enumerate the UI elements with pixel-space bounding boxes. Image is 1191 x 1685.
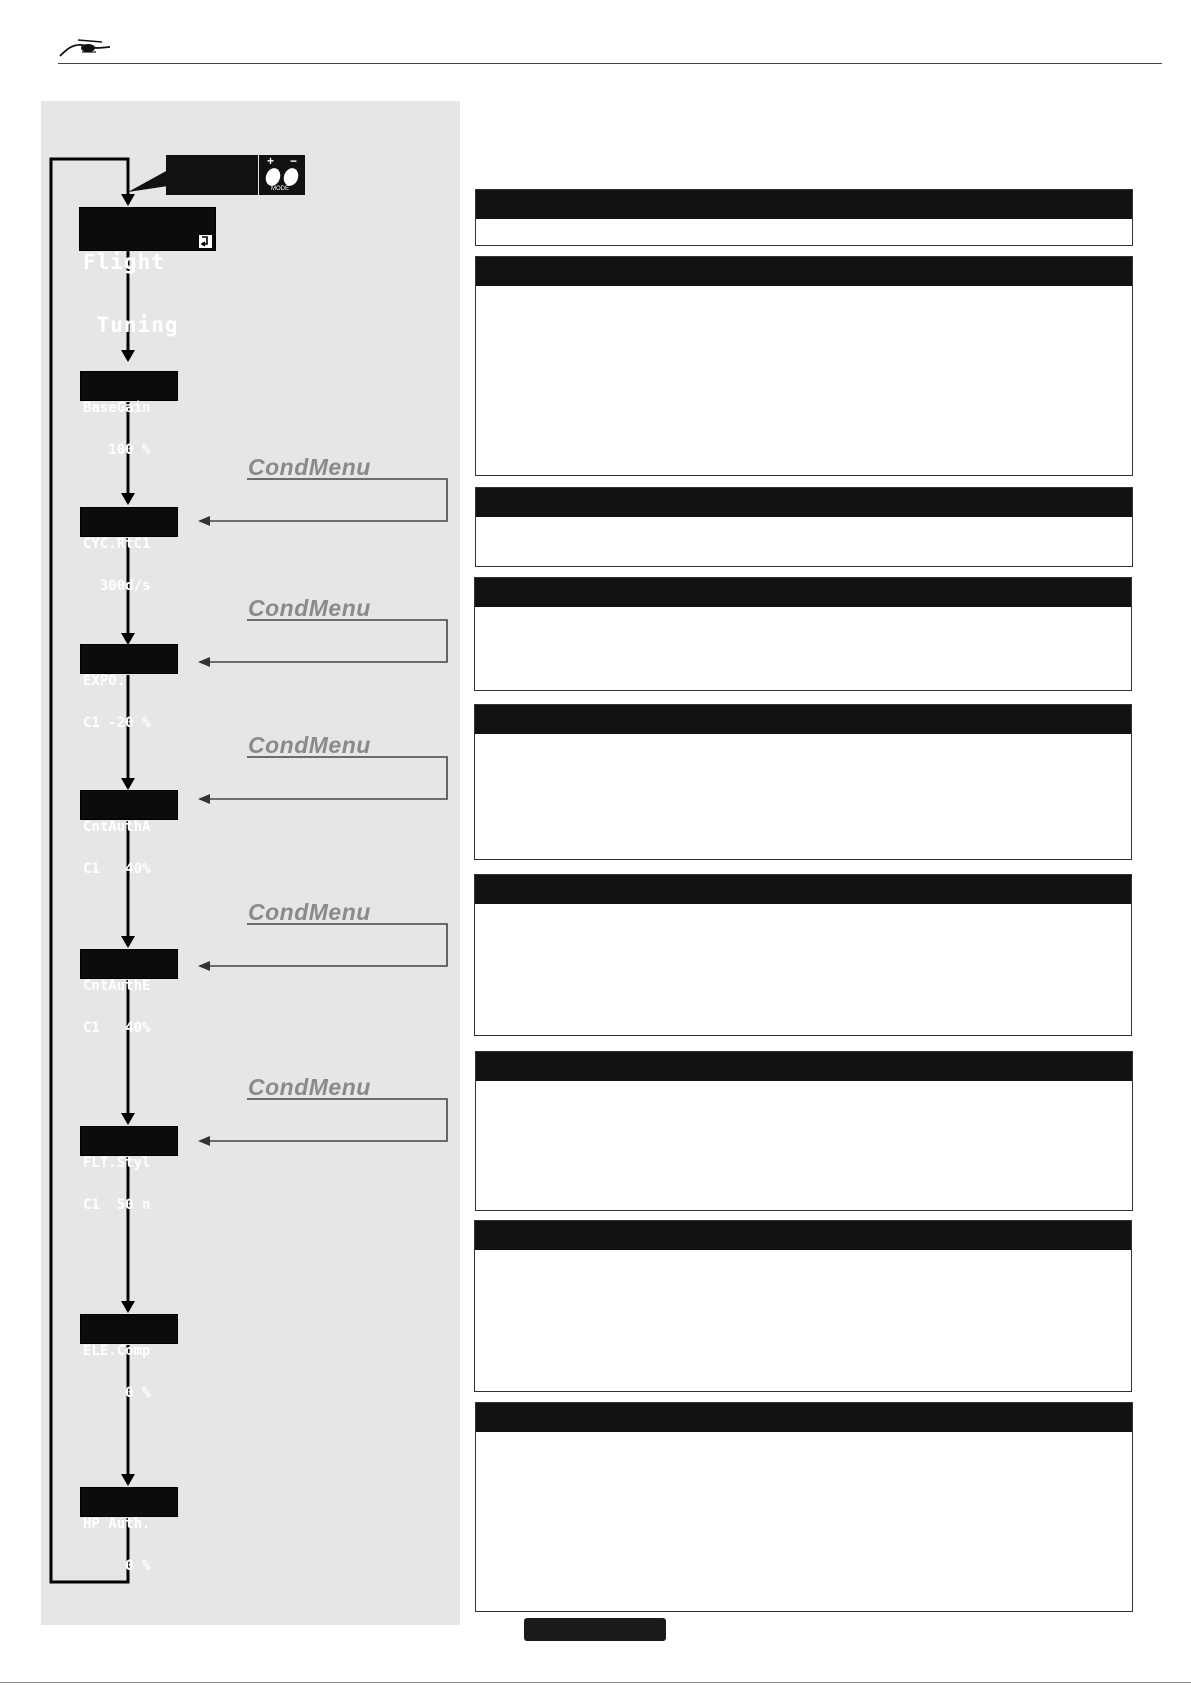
description-box: [474, 1220, 1132, 1392]
lcd-line-1: CntAuthE: [83, 978, 151, 994]
lcd-line-1: EXPO.: [83, 673, 126, 689]
lcd-line-2: C1 40%: [83, 1020, 151, 1036]
box-header: [476, 1052, 1132, 1081]
lcd-flight-tuning: [79, 207, 216, 337]
lcd-cnt-auth-a: [80, 790, 178, 877]
enter-icon: [199, 235, 212, 248]
box-header: [476, 488, 1132, 517]
lcd-line-1: ELE.Comp: [83, 1343, 151, 1359]
lcd-line-1: Flight: [83, 250, 165, 274]
cond-menu-label: CondMenu: [248, 454, 371, 480]
lcd-cyc-rate: [80, 507, 178, 594]
lcd-cnt-auth-e: [80, 949, 178, 1036]
description-box: [475, 487, 1133, 567]
lcd-line-2: C1 -20 %: [83, 715, 151, 731]
box-header: [476, 257, 1132, 286]
lcd-line-1: CYC.RtC1: [83, 536, 151, 552]
button-pair-icon: [261, 167, 303, 187]
lcd-line-2: C1 50 n: [83, 1197, 151, 1213]
lcd-line-1: CntAuthA: [83, 819, 151, 835]
cond-menu-label: CondMenu: [248, 595, 371, 621]
lcd-line-1: BaseGain: [83, 400, 151, 416]
lcd-base-gain: [80, 371, 178, 458]
mode-buttons: [259, 155, 305, 195]
box-header: [476, 190, 1132, 219]
description-box: [475, 189, 1133, 246]
lcd-line-2: 100 %: [83, 442, 151, 458]
footer-rule: [0, 1682, 1191, 1683]
lcd-line-2: C1 40%: [83, 861, 151, 877]
lcd-line-1: FLT.Styl: [83, 1155, 151, 1171]
lcd-line-2: 0 %: [83, 1558, 151, 1574]
lcd-line-2: Tuning: [83, 313, 179, 337]
box-header: [475, 705, 1131, 734]
description-box: [475, 1402, 1133, 1612]
description-box: [474, 704, 1132, 860]
cond-menu-label: CondMenu: [248, 732, 371, 758]
description-box: [474, 874, 1132, 1036]
cond-menu-label: CondMenu: [248, 1074, 371, 1100]
lcd-hp-auth: [80, 1487, 178, 1574]
lcd-ele-comp: [80, 1314, 178, 1401]
callout-pointer: [128, 170, 168, 196]
page-number-tab: [524, 1618, 666, 1641]
lcd-expo: [80, 644, 178, 731]
flow-diagram-lines: [0, 0, 470, 1600]
minus-label: −: [290, 154, 298, 168]
lcd-line-2: 0 %: [83, 1385, 151, 1401]
description-box: [474, 577, 1132, 691]
lcd-line-1: HP Auth.: [83, 1516, 151, 1532]
plus-label: +: [267, 154, 275, 168]
box-header: [475, 1221, 1131, 1250]
mode-callout: [166, 155, 258, 195]
description-box: [475, 256, 1133, 476]
box-header: [476, 1403, 1132, 1432]
lcd-flt-style: [80, 1126, 178, 1213]
lcd-line-2: 300d/s: [83, 578, 151, 594]
description-box: [475, 1051, 1133, 1211]
cond-menu-label: CondMenu: [248, 899, 371, 925]
box-header: [475, 875, 1131, 904]
box-header: [475, 578, 1131, 607]
mode-label: MODE: [271, 186, 289, 192]
